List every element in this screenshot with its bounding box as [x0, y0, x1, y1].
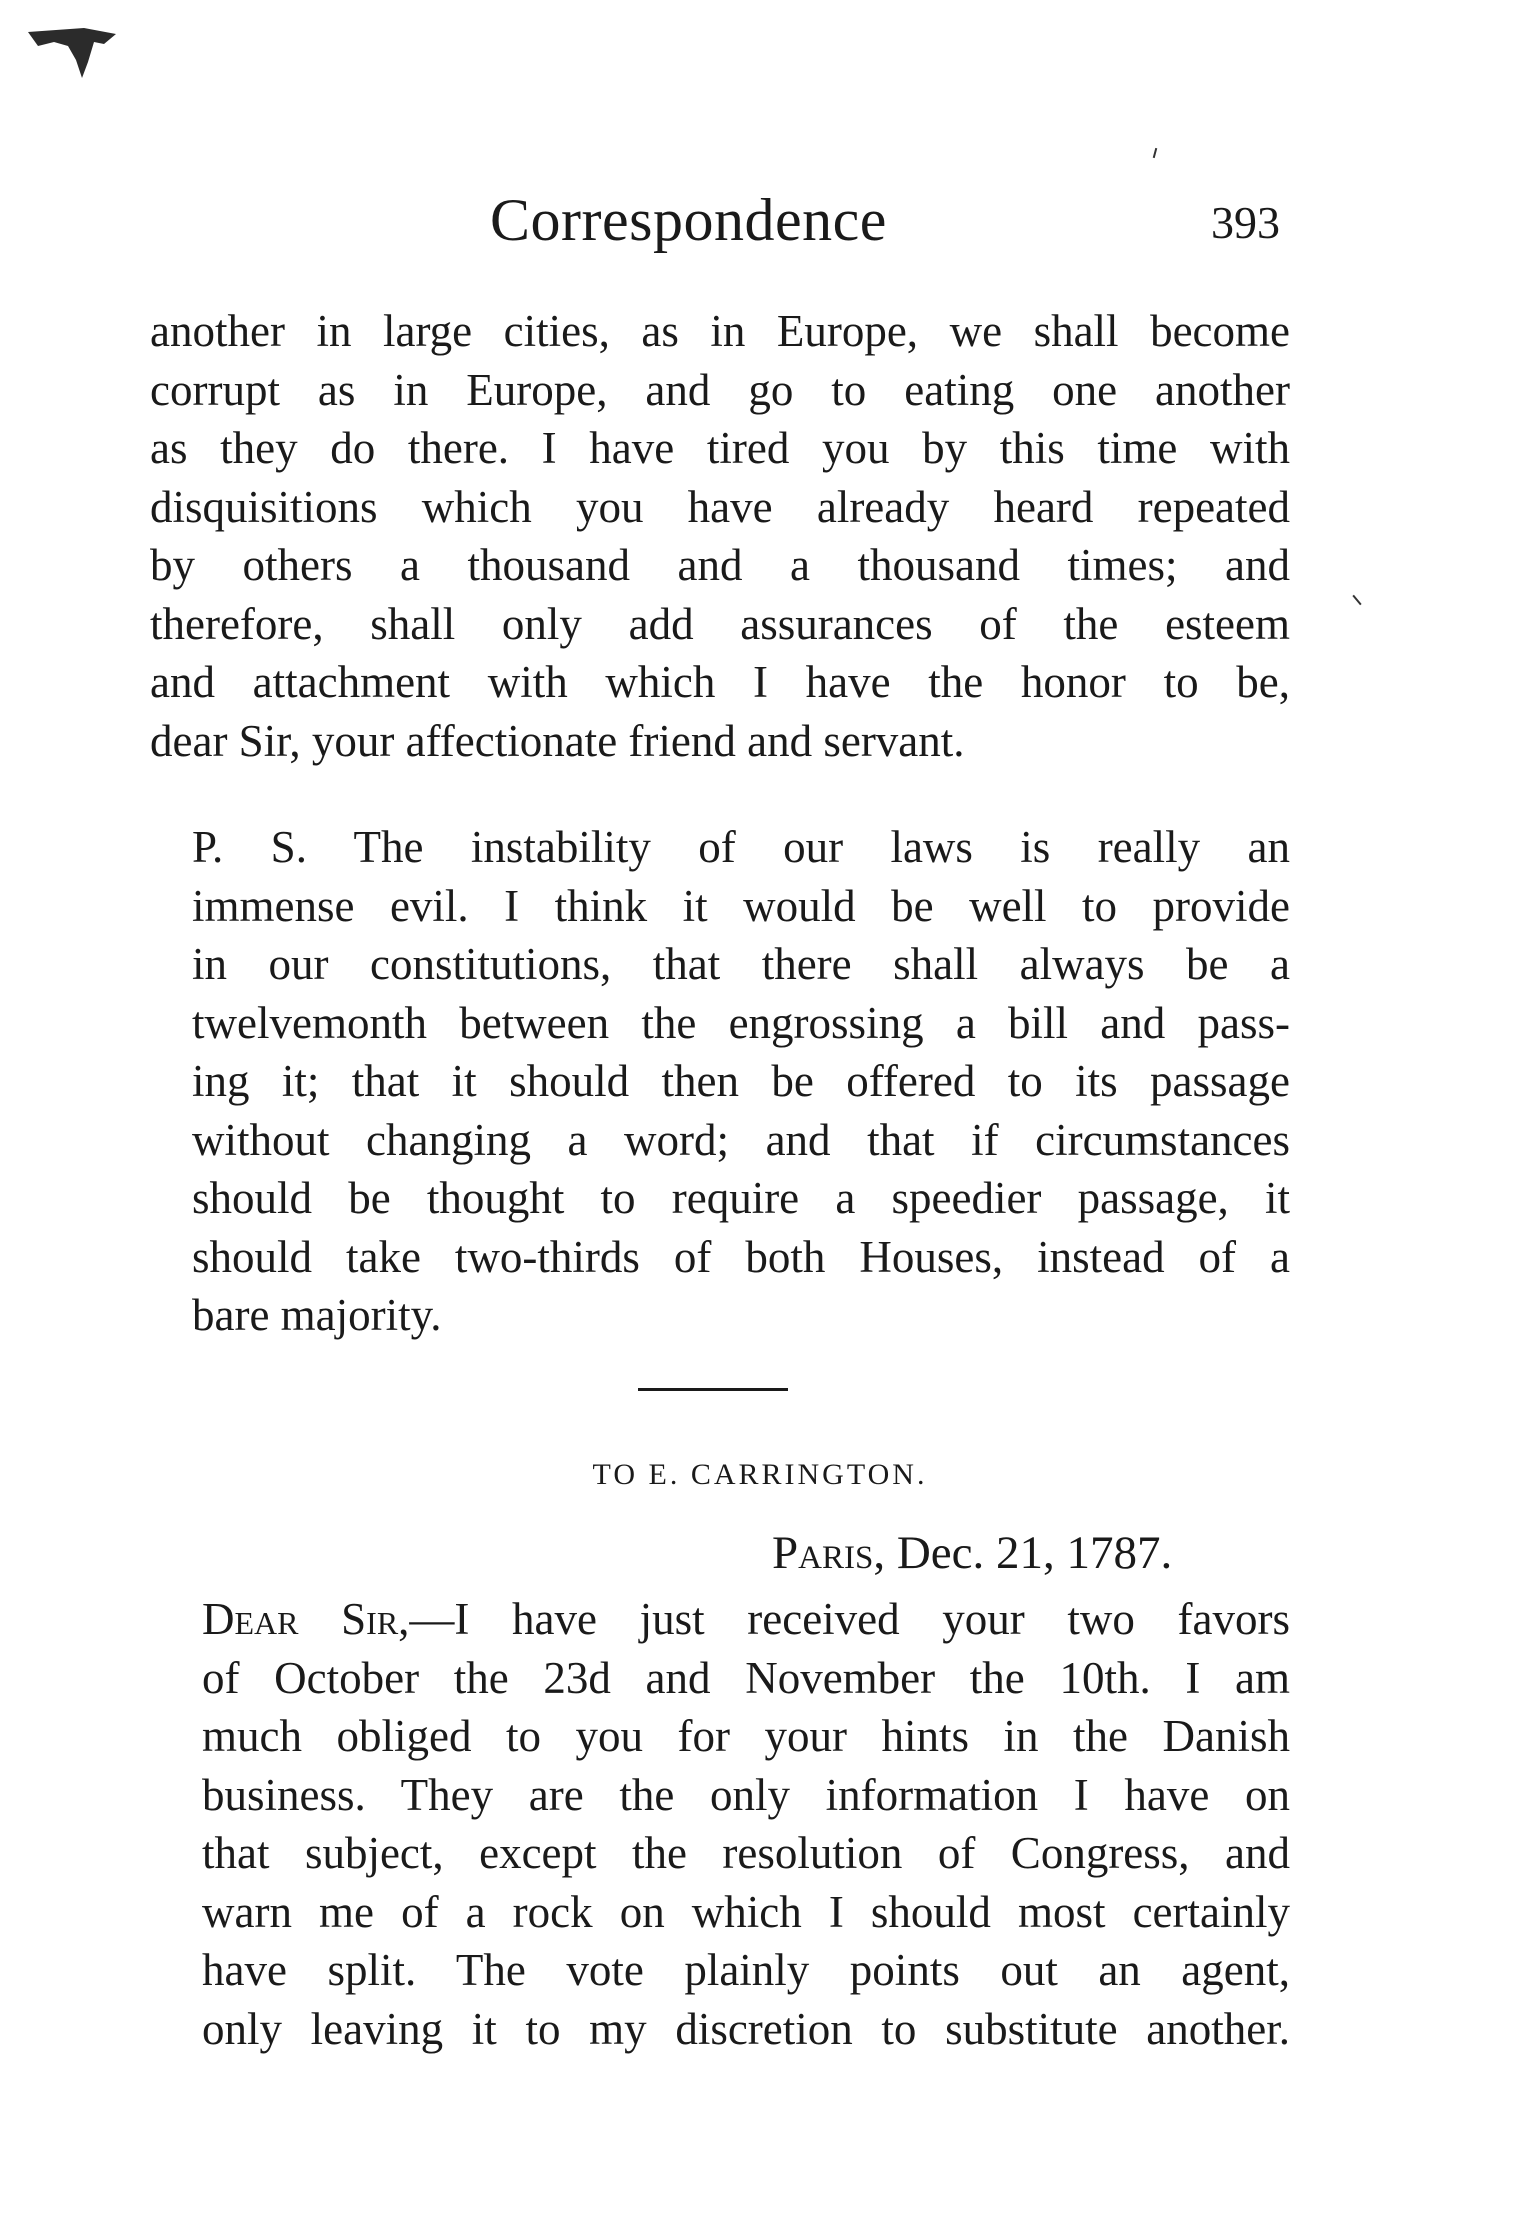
text-line: warn me of a rock on which I should most certainly [202, 1886, 1290, 1937]
text-line: as they do there. I have tired you by this time with [150, 423, 1290, 473]
text-line: disquisitions which you have already heard repeated [150, 481, 1290, 532]
text-line: by others a thousand and a thousand times; and [150, 540, 1290, 590]
text-line: much obliged to you for your hints in the Danish [202, 1711, 1290, 1761]
text-line: and attachment with which I have the honor to be, [150, 657, 1290, 707]
text-line: corrupt as in Europe, and go to eating one another [150, 364, 1290, 415]
stray-mark [1352, 595, 1361, 605]
text-line: P. S. The instability of our laws is really an [192, 822, 1290, 872]
text-line: should take two-thirds of both Houses, instead of a [192, 1231, 1290, 1282]
letter-place: Paris [772, 1527, 874, 1579]
text-line: ing it; that it should then be offered to its passage [192, 1056, 1290, 1106]
running-head [150, 186, 1290, 266]
text-line: therefore, shall only add assurances of the esteem [150, 598, 1290, 649]
text-line: another in large cities, as in Europe, we shall become [150, 306, 1290, 356]
letter-date: , Dec. 21, 1787. [873, 1527, 1173, 1579]
letter-heading: TO E. CARRINGTON. [592, 1458, 928, 1491]
page-number: 393 [1211, 197, 1280, 248]
postscript-paragraph [150, 818, 1290, 1345]
ink-smudge-mark [24, 22, 120, 80]
text-line: bare majority. [192, 1290, 442, 1340]
text-line: immense evil. I think it would be well to provide [192, 880, 1290, 931]
stray-mark [1153, 148, 1158, 158]
running-title: Correspondence [490, 187, 887, 253]
text-line: without changing a word; and that if circumstances [192, 1114, 1290, 1165]
first-line-text: ,—I have just received your two favors [398, 1594, 1290, 1644]
text-line: business. They are the only information I have on [202, 1769, 1290, 1820]
paragraph-continued [150, 302, 1290, 770]
text-line: in our constitutions, that there shall always be a [192, 939, 1290, 989]
text-line: of October the 23d and November the 10th. I am [202, 1652, 1290, 1703]
text-line: twelvemonth between the engrossing a bill and pass- [192, 997, 1290, 1048]
text-line: only leaving it to my discretion to substitute another. [202, 2003, 1290, 2054]
text-line: dear Sir, your affectionate friend and servant. [150, 715, 965, 766]
salutation: Dear Sir [202, 1594, 399, 1644]
text-line: that subject, except the resolution of Congress, and [202, 1828, 1290, 1878]
text-line: have split. The vote plainly points out an agent, [202, 1945, 1290, 1995]
letter-body [150, 1590, 1290, 2058]
text-line: should be thought to require a speedier passage, it [192, 1173, 1290, 1223]
letter-first-line [150, 1590, 1290, 1649]
letter-dateline [772, 1526, 1172, 1580]
section-divider [638, 1388, 788, 1391]
